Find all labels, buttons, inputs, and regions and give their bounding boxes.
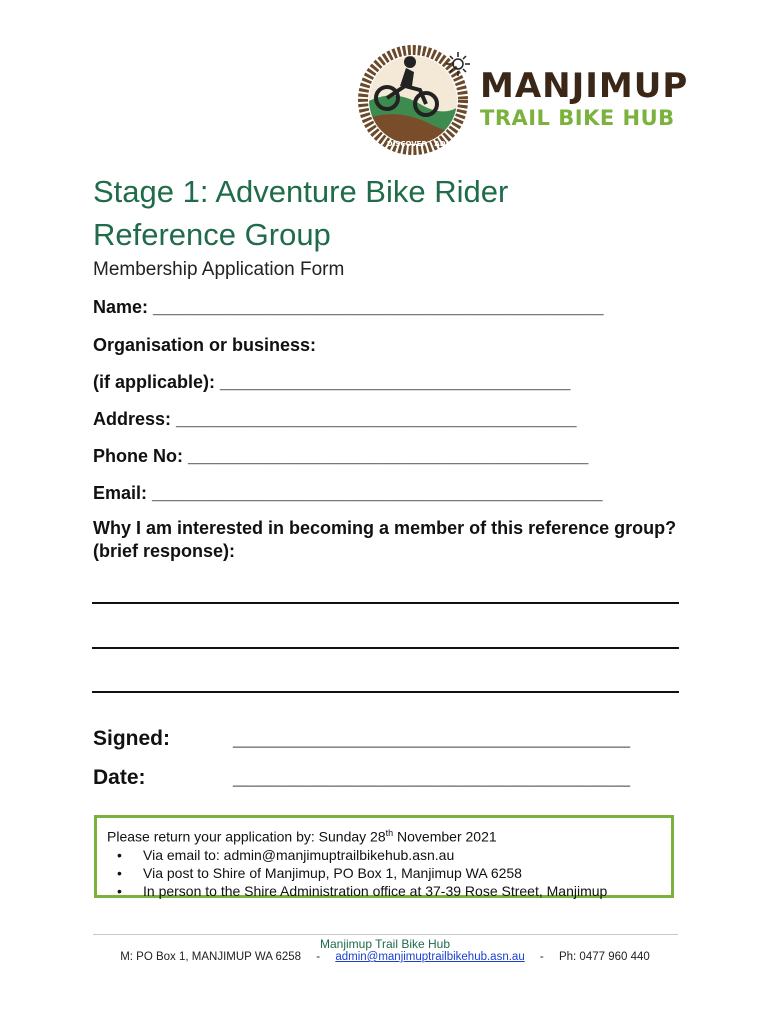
return-method-in-person: • In person to the Shire Administration office at 37-39 Rose Street, Manjimup [117,882,661,900]
organisation-label: Organisation or business: [93,335,317,355]
return-method-email: • Via email to: admin@manjimuptrailbikehub.asn.au [117,846,661,864]
footer-phone: Ph: 0477 960 440 [558,951,650,963]
footer-email-link[interactable]: admin@manjimuptrailbikehub.asn.au [335,951,525,963]
phone-field[interactable]: Phone No: ________________________________________ [93,446,589,466]
organisation-field[interactable]: (if applicable): ___________________________________ [93,372,571,392]
response-line-3[interactable] [92,691,679,693]
return-method-post: • Via post to Shire of Manjimup, PO Box 1, Manjimup WA 6258 [117,864,661,882]
response-line-1[interactable] [92,602,679,604]
footer-contact [0,951,770,963]
why-interested-question: Why I am interested in becoming a member of this reference group? (brief response): [93,518,677,561]
page-title: Stage 1: Adventure Bike Rider Reference Group [93,174,509,252]
return-deadline: Please return your application by: Sunday 28th November 2021 [107,828,497,845]
footer-divider [93,934,678,935]
logo [343,46,689,156]
return-methods-list [107,846,661,900]
signed-label: Signed: [93,727,170,750]
logo-name-line1: MANJIMUP [480,66,689,106]
logo-badge-text: EXPLORE · DISCOVER · ADVENTURE [343,140,483,148]
response-line-2[interactable] [92,647,679,649]
footer-org-name: Manjimup Trail Bike Hub [319,937,451,951]
logo-name-line2: TRAIL BIKE HUB [480,106,675,130]
form-subtitle: Membership Application Form [93,259,345,280]
name-field[interactable]: Name: _____________________________________________ [93,297,604,317]
footer-sep: - [539,951,544,963]
return-instructions-box [94,815,674,898]
address-field[interactable]: Address: ________________________________________ [93,409,577,429]
date-line[interactable]: __________________________________ [233,766,631,789]
footer-mail: M: PO Box 1, MANJIMUP WA 6258 [120,951,302,963]
email-field[interactable]: Email: _____________________________________________ [93,483,603,503]
date-label: Date: [93,766,146,789]
signed-line[interactable]: __________________________________ [233,727,631,750]
logo-badge [343,46,483,156]
footer-sep: - [316,951,321,963]
